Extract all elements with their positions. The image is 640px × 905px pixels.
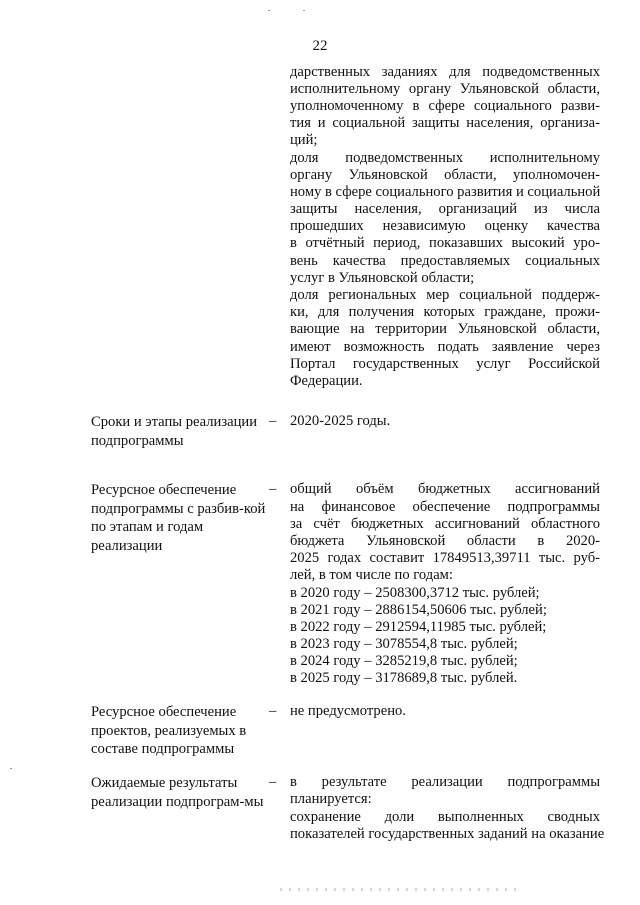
text-line: за счёт бюджетных ассигнований областного <box>290 516 600 532</box>
page-number: 22 <box>312 38 328 54</box>
text-line: в 2022 году – 2912594,11985 тыс. рублей; <box>290 619 547 635</box>
text-line: уполномоченному в сфере социального разви- <box>290 98 600 114</box>
text-line: показателей государственных заданий на оказание <box>290 826 605 842</box>
text-line: в 2021 году – 2886154,50606 тыс. рублей; <box>290 602 547 618</box>
scan-noise <box>280 888 520 891</box>
text-line: в результате реализации подпрограммы <box>290 774 600 790</box>
text-line: в отчётный период, показавших высокий уро- <box>290 235 600 251</box>
scan-speck <box>268 10 270 11</box>
text-line: прошедших независимую оценку качества <box>290 218 600 234</box>
text-line: 2025 годах составит 17849513,39711 тыс. руб- <box>290 550 600 566</box>
text-line: Федерации. <box>290 373 363 389</box>
text-line: в 2025 году – 3178689,8 тыс. рублей. <box>290 670 518 686</box>
row-label: Сроки и этапы реализации подпрограммы <box>91 414 258 449</box>
row-label: Ресурсное обеспечение подпрограммы с разбив-кой по этапам и годам реализации <box>91 482 266 555</box>
text-line: в 2023 году – 3078554,8 тыс. рублей; <box>290 636 518 652</box>
text-line: ки, для получения которых граждане, прожи- <box>290 304 600 320</box>
text-line: органу Ульяновской области, уполномочен- <box>290 167 600 183</box>
text-line: общий объём бюджетных ассигнований <box>290 481 600 497</box>
text-line: ному в сфере социального развития и социальной <box>290 184 601 200</box>
row-label: Ресурсное обеспечение проектов, реализуемых в составе подпрограммы <box>91 704 247 758</box>
row-dash: – <box>269 481 277 497</box>
text-line: бюджета Ульяновской области в 2020- <box>290 533 600 549</box>
text-line: вающие на территории Ульяновской области, <box>290 321 600 337</box>
scan-speck <box>10 768 12 769</box>
text-line: исполнительному органу Ульяновской области, <box>290 81 600 97</box>
text-line: ций; <box>290 132 318 148</box>
row-dash: – <box>269 774 277 790</box>
text-line: не предусмотрено. <box>290 703 406 719</box>
text-line: услуг в Ульяновской области; <box>290 270 475 286</box>
text-line: доля региональных мер социальной поддерж- <box>290 287 600 303</box>
scan-speck <box>303 10 305 11</box>
text-line: Портал государственных услуг Российской <box>290 356 600 372</box>
text-line: дарственных заданиях для подведомственных <box>290 64 600 80</box>
text-line: в 2020 году – 2508300,3712 тыс. рублей; <box>290 585 540 601</box>
text-line: тия и социальной защиты населения, организа- <box>290 115 600 131</box>
text-line: вень качества предоставляемых социальных <box>290 253 600 269</box>
text-line: доля подведомственных исполнительному <box>290 150 600 166</box>
row-dash: – <box>269 703 277 719</box>
row-label: Ожидаемые результаты реализации подпрограм-мы <box>91 775 264 810</box>
text-line: планируется: <box>290 791 372 807</box>
text-line: сохранение доли выполненных сводных <box>290 809 600 825</box>
text-line: на финансовое обеспечение подпрограммы <box>290 499 600 515</box>
text-line: в 2024 году – 3285219,8 тыс. рублей; <box>290 653 518 669</box>
text-line: 2020-2025 годы. <box>290 413 391 429</box>
text-line: имеют возможность подать заявление через <box>290 339 600 355</box>
text-line: защиты населения, организаций из числа <box>290 201 600 217</box>
row-dash: – <box>269 413 277 429</box>
text-line: лей, в том числе по годам: <box>290 567 453 583</box>
